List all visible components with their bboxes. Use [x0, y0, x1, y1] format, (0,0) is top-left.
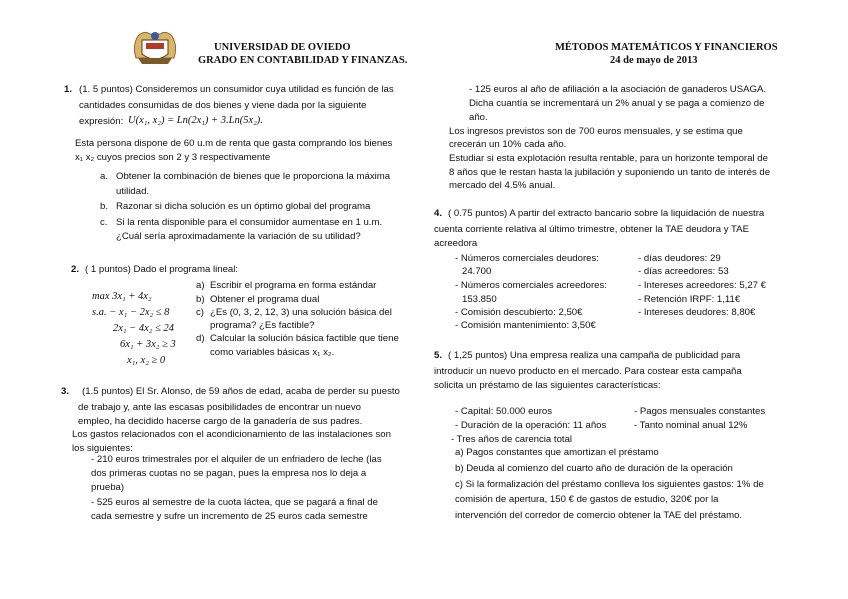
q3-line: (1.5 puntos) El Sr. Alonso, de 59 años de edad, acaba de perder su puesto: [82, 386, 400, 397]
q4-right-item: - Intereses acreedores: 5,27 €: [638, 280, 766, 291]
q5-item: intervención del corredor de comercio obtener la TAE del préstamo.: [455, 510, 743, 521]
q3-bullet-text: año.: [469, 112, 488, 123]
q3-income-text: Los ingresos previstos son de 700 euros mensuales, y se estima que: [449, 126, 743, 137]
q3-question-text: 8 años que le restan hasta la jubilación y suponiendo un tanto de interés de: [449, 167, 771, 178]
q3-bullet-text: - 125 euros al año de afiliación a la asociación de ganaderos USAGA.: [469, 84, 767, 95]
q2-program-line: 6x₁ + 3x₂ ≥ 3: [120, 339, 176, 350]
q3-number: 3.: [61, 386, 70, 397]
q4-left-item: - Comisión descubierto: 2,50€: [455, 307, 583, 318]
q5-characteristic: - Tres años de carencia total: [451, 434, 573, 445]
q1-budget-text: Esta persona dispone de 60 u.m de renta que gasta comprando los bienes: [75, 138, 393, 149]
q2-program-line: 2x₁ − 4x₂ ≤ 24: [113, 323, 174, 334]
q3-bullet-text: prueba): [91, 482, 125, 493]
q1-line: expresión:: [79, 116, 124, 127]
q1-item-label: c.: [100, 217, 108, 228]
q5-item: comisión de apertura, 150 € de gastos de estudio, 320€ por la: [455, 494, 719, 505]
q1-utility-formula: U(x₁, x₂) = Ln(2x₁) + 3.Ln(5x₂).: [128, 115, 263, 126]
q2-program-line: x₁, x₂ ≥ 0: [127, 355, 166, 366]
q5-line: introducir un nuevo producto en el mercado. Para costear esta campaña: [434, 366, 742, 377]
exam-date: 24 de mayo de 2013: [610, 55, 698, 66]
q2-item-text: Escribir el programa en forma estándar: [210, 280, 377, 291]
q1-item-label: a.: [100, 171, 109, 182]
q5-characteristic: - Pagos mensuales constantes: [634, 406, 766, 417]
q3-bullet-text: cada semestre y sufre un incremento de 25 euros cada semestre: [91, 511, 368, 522]
q5-number: 5.: [434, 350, 443, 361]
q2-number: 2.: [71, 264, 80, 275]
university-crest-icon: [132, 28, 178, 66]
q2-item-label: b): [196, 294, 205, 305]
q3-expenses-intro: los siguientes:: [72, 443, 133, 454]
q5-line: solicita un préstamo de las siguientes características:: [434, 380, 661, 391]
q4-left-item: - Números comerciales deudores:: [455, 253, 599, 264]
q4-right-item: - Retención IRPF: 1,11€: [638, 294, 741, 305]
q3-line: empleo, ha decidido hacerse cargo de la ganadería de sus padres.: [78, 416, 363, 427]
q1-item-text: ¿Cuál sería aproximadamente la variación de su utilidad?: [116, 231, 361, 242]
q3-question-text: Estudiar si esta explotación resulta rentable, para un horizonte temporal de: [449, 153, 768, 164]
q4-left-item: 24.700: [462, 266, 492, 277]
q1-number: 1.: [64, 84, 73, 95]
q4-left-item: - Comisión mantenimiento: 3,50€: [455, 320, 596, 331]
q2-item-label: a): [196, 280, 205, 291]
q1-item-text: Razonar si dicha solución es un óptimo global del programa: [116, 201, 371, 212]
q2-program-line: s.a. − x₁ − 2x₂ ≤ 8: [92, 307, 170, 318]
q3-expenses-intro: Los gastos relacionados con el acondicionamiento de las instalaciones son: [72, 429, 391, 440]
q1-item-text: Si la renta disponible para el consumidor aumentase en 1 u.m.: [116, 217, 383, 228]
q4-line: acreedora: [434, 238, 478, 249]
university-name: UNIVERSIDAD DE OVIEDO: [214, 42, 351, 53]
q3-question-text: mercado del 4.5% anual.: [449, 180, 556, 191]
q5-item: c) Si la formalización del préstamo conlleva los siguientes gastos: 1% de: [455, 479, 764, 490]
q2-item-text: Obtener el programa dual: [210, 294, 320, 305]
q4-line: ( 0.75 puntos) A partir del extracto bancario sobre la liquidación de nuestra: [448, 208, 765, 219]
q5-characteristic: - Tanto nominal anual 12%: [634, 420, 748, 431]
q1-budget-text: x₁ x₂ cuyos precios son 2 y 3 respectivamente: [75, 152, 271, 163]
q1-item-text: utilidad.: [116, 186, 150, 197]
q4-number: 4.: [434, 208, 443, 219]
degree-name: GRADO EN CONTABILIDAD Y FINANZAS.: [198, 55, 408, 66]
q2-item-text: programa? ¿Es factible?: [210, 320, 315, 331]
q2-title: ( 1 puntos) Dado el programa lineal:: [85, 264, 239, 275]
q5-characteristic: - Duración de la operación: 11 años: [455, 420, 607, 431]
q3-bullet-text: Dicha cuantía se incrementará un 2% anual y se paga a comienzo de: [469, 98, 765, 109]
q4-right-item: - Intereses deudores: 8,80€: [638, 307, 756, 318]
q2-program-line: max 3x₁ + 4x₂: [92, 291, 152, 302]
q4-right-item: - días acreedores: 53: [638, 266, 729, 277]
q4-line: cuenta corriente relativa al último trimestre, obtener la TAE deudora y TAE: [434, 224, 749, 235]
q4-right-item: - días deudores: 29: [638, 253, 721, 264]
q3-income-text: crecerán un 10% cada año.: [449, 139, 567, 150]
q3-bullet-text: - 210 euros trimestrales por el alquiler de un enfriadero de leche (las: [91, 454, 382, 465]
q2-item-label: d): [196, 333, 205, 344]
q3-bullet-text: - 525 euros al semestre de la cuota láctea, que se pagará a final de: [91, 497, 378, 508]
q2-item-text: como variables básicas x₁ x₂.: [210, 347, 335, 358]
q5-line: ( 1,25 puntos) Una empresa realiza una campaña de publicidad para: [448, 350, 741, 361]
q2-item-text: Calcular la solución básica factible que tiene: [210, 333, 399, 344]
q4-left-item: - Números comerciales acreedores:: [455, 280, 607, 291]
q5-item: a) Pagos constantes que amortizan el préstamo: [455, 447, 659, 458]
q2-item-label: c): [196, 307, 204, 318]
q2-item-text: ¿Es (0, 3, 2, 12, 3) una solución básica del: [210, 307, 392, 318]
q5-item: b) Deuda al comienzo del cuarto año de duración de la operación: [455, 463, 733, 474]
q1-line: (1. 5 puntos) Consideremos un consumidor cuya utilidad es función de las: [79, 84, 394, 95]
q1-item-label: b.: [100, 201, 109, 212]
course-name: MÉTODOS MATEMÁTICOS Y FINANCIEROS: [555, 42, 778, 53]
q3-bullet-text: dos primeras cuotas no se pagan, pues la empresa nos lo deja a: [91, 468, 367, 479]
q3-line: de trabajo y, ante las escasas posibilidades de encontrar un nuevo: [78, 402, 362, 413]
q1-item-text: Obtener la combinación de bienes que le proporciona la máxima: [116, 171, 391, 182]
q4-left-item: 153.850: [462, 294, 497, 305]
q5-characteristic: - Capital: 50.000 euros: [455, 406, 553, 417]
q1-line: cantidades consumidas de dos bienes y viene dada por la siguiente: [79, 100, 367, 111]
